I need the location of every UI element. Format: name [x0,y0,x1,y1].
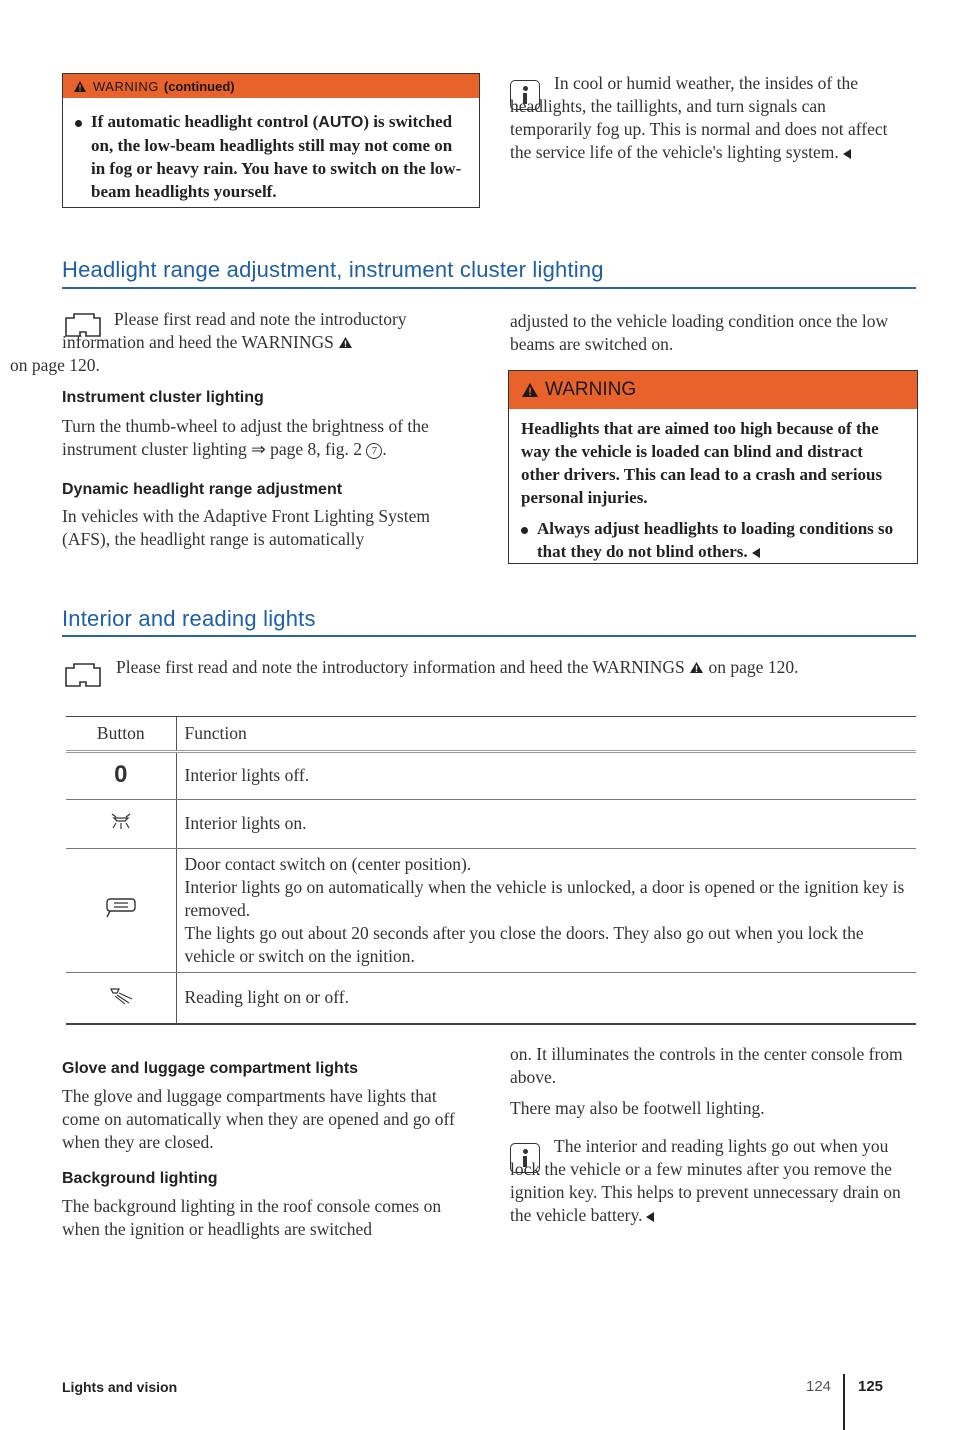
subheading-instrument-cluster: Instrument cluster lighting [62,389,264,406]
subheading-dynamic-headlight: Dynamic headlight range adjustment [62,481,343,498]
end-of-section-icon [646,1212,654,1222]
warning-text-part1: If automatic headlight control ( [91,112,319,131]
page-number-right: 125 [858,1378,884,1395]
background-text: The background lighting in the roof console comes on when the ignition or headlights are switched [62,1196,442,1239]
auto-label: AUTO [318,114,364,131]
warning-bullet [75,110,467,203]
warning-text: Headlights that are aimed too high because of the way the vehicle is loaded can blind and distract other drivers. This can lead to a crash and serious personal injuries. [521,419,883,507]
warning-title: WARNING [545,379,637,400]
end-of-section-icon [752,548,760,558]
info-note-top [510,72,910,164]
background-right-text-2: There may also be footwell lighting. [510,1098,765,1118]
warning-header [509,371,917,409]
headlight-intro: Please first read and note the introductory information and heed the WARNINGS on page 120. [10,309,407,375]
button-off: 0 [66,751,176,799]
book-icon [64,662,102,688]
section-title-interior: Interior and reading lights [62,606,316,631]
table-row: Door contact switch on (center position). Interior lights go on automatically when the vehicle is unlocked, a door is opened or the ignition key is removed. The lights go out about 20 seconds after you close the doors. They also go out when you lock the vehicle or switch on the ignition. [66,848,916,972]
warning-header [63,74,479,98]
info-note-top-text: In cool or humid weather, the insides of the headlights, the taillights, and turn signals can temporarily fog up. This is normal and does not affect the service life of the vehicle's lighting system. [510,73,888,162]
warning-bullet: Always adjust headlights to loading conditions so that they do not blind others. [521,517,905,563]
door-contact-icon [66,848,176,972]
section-title-headlight: Headlight range adjustment, instrument cluster lighting [62,257,604,282]
reading-light-icon [66,972,176,1024]
warning-box-continued [62,73,480,208]
header-function: Function [176,717,916,751]
info-note-bottom: The interior and reading lights go out when you lock the vehicle or a few minutes after you remove the ignition key. This helps to prevent unnecessary drain on the vehicle battery. [510,1136,901,1225]
header-button: Button [66,717,176,751]
dynamic-headlight-text: In vehicles with the Adaptive Front Lighting System (AFS), the headlight range is automatically [62,506,430,549]
light-function-table [66,717,916,1025]
warning-text-part2: ) is switched on, the low-beam headlights still may not come on in fog or heavy rain. You have to switch on the low-beam headlights yourself. [91,112,462,201]
warning-triangle-icon [521,382,539,398]
footer-section-label: Lights and vision [62,1379,178,1395]
warning-triangle-icon [689,661,704,674]
section-divider [62,287,916,289]
warning-continued: (continued) [163,78,235,94]
interior-intro: Please first read and note the introductory information and heed the WARNINGS on page 120. [116,657,799,677]
glove-text: The glove and luggage compartments have lights that come on automatically when they are opened and go off when they are closed. [62,1086,455,1152]
table-row: 0 Interior lights off. [66,751,916,799]
subheading-background: Background lighting [62,1170,218,1187]
table-header-row [66,717,916,751]
background-right-text-1: on. It illuminates the controls in the center console from above. [510,1044,903,1087]
light-table-wrapper [66,716,916,1025]
subheading-glove: Glove and luggage compartment lights [62,1060,359,1077]
warning-triangle-icon [73,80,87,93]
warning-title: WARNING [93,78,159,94]
table-row: Reading light on or off. [66,972,916,1024]
end-of-section-icon [843,149,851,159]
warning-triangle-icon [338,336,353,349]
warning-box-headlights [508,370,918,564]
table-row: Interior lights on. [66,799,916,848]
section-divider [62,635,916,637]
callout-number: 7 [366,443,382,459]
headlight-right-text: adjusted to the vehicle loading condition once the low beams are switched on. [510,311,889,354]
page-separator [843,1374,845,1430]
instrument-cluster-text: Turn the thumb-wheel to adjust the brightness of the instrument cluster lighting ⇒ page 8, fig. 2 7 . [62,416,429,459]
page-number-left: 124 [806,1378,832,1395]
interior-light-on-icon [66,799,176,848]
